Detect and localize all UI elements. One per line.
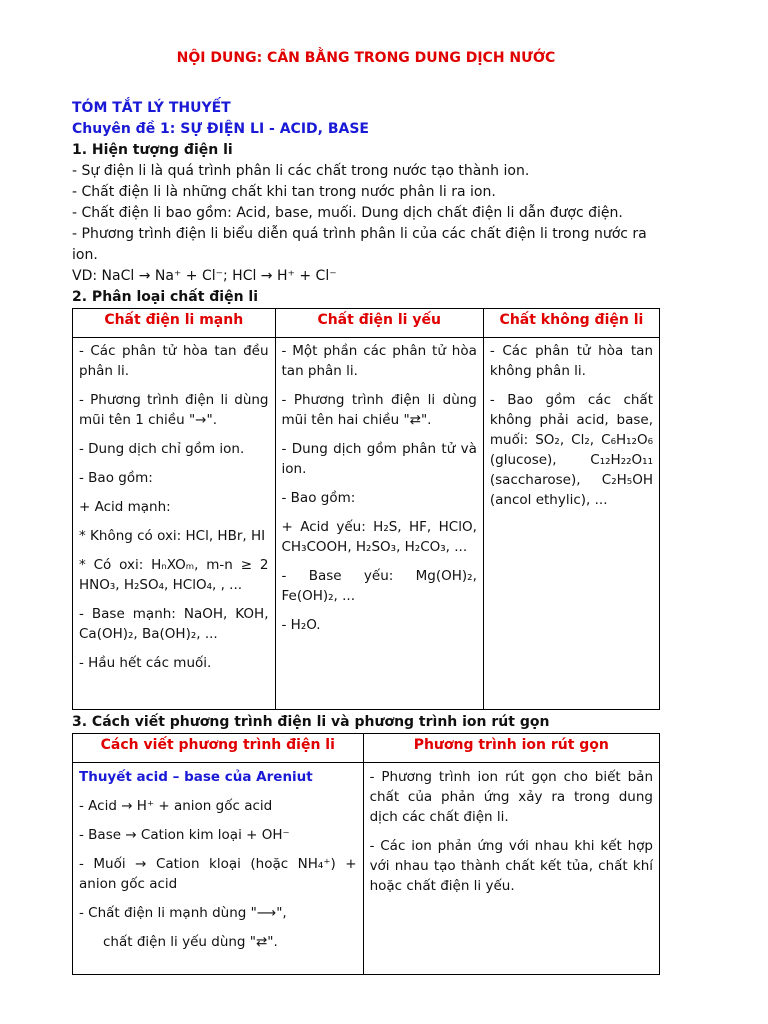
electrolyte-classification-table: [72, 308, 660, 710]
topic-heading: Chuyên đề 1: SỰ ĐIỆN LI - ACID, BASE: [72, 121, 369, 137]
col-header-reduced: Phương trình ion rút gọn: [363, 734, 659, 763]
cell-text: + Acid yếu: H₂S, HF, HClO, CH₃COOH, H₂SO₃, H₂CO₃, ...: [281, 519, 477, 555]
s1-line-2: - Chất điện li là những chất khi tan trong nước phân li ra ion.: [72, 184, 496, 200]
section-3-heading: 3. Cách viết phương trình điện li và phương trình ion rút gọn: [72, 714, 550, 730]
document-page: [72, 50, 660, 975]
cell-text: - Phương trình điện li dùng mũi tên hai chiều "⇄".: [281, 392, 477, 428]
writing-method-cell: [73, 763, 364, 975]
cell-text: - Acid → H⁺ + anion gốc acid: [79, 798, 273, 814]
cell-text: - Hầu hết các muối.: [79, 655, 212, 671]
col-header-weak: Chất điện li yếu: [275, 309, 483, 338]
cell-text: - Chất điện li mạnh dùng "⟶",: [79, 905, 287, 921]
summary-heading: TÓM TẮT LÝ THUYẾT: [72, 100, 231, 116]
cell-text: * Có oxi: HₙXOₘ, m-n ≥ 2 HNO₃, H₂SO₄, HClO₄, , ...: [79, 557, 269, 593]
s1-line-4: - Phương trình điện li biểu diễn quá trình phân li của các chất điện li trong nước ra ion.: [72, 226, 647, 263]
cell-text: chất điện li yếu dùng "⇄".: [103, 934, 278, 950]
cell-text: - Base → Cation kim loại + OH⁻: [79, 827, 290, 843]
section-1-heading: 1. Hiện tượng điện li: [72, 142, 233, 158]
reduced-equation-cell: [363, 763, 659, 975]
cell-text: - Dung dịch gồm phân tử và ion.: [281, 441, 477, 477]
s1-line-3: - Chất điện li bao gồm: Acid, base, muối. Dung dịch chất điện li dẫn được điện.: [72, 205, 623, 221]
cell-text: - Bao gồm:: [79, 470, 153, 486]
page-title: NỘI DUNG: CÂN BẰNG TRONG DUNG DỊCH NƯỚC: [176, 50, 556, 66]
col-header-writing: Cách viết phương trình điện li: [73, 734, 364, 763]
s1-example: VD: NaCl → Na⁺ + Cl⁻; HCl → H⁺ + Cl⁻: [72, 268, 337, 284]
cell-text: - H₂O.: [281, 617, 321, 633]
cell-text: - Các phân tử hòa tan không phân li.: [489, 343, 653, 379]
cell-text: * Không có oxi: HCl, HBr, HI: [79, 528, 266, 544]
cell-text: - Base yếu: Mg(OH)₂, Fe(OH)₂, ...: [281, 568, 477, 604]
cell-text: - Base mạnh: NaOH, KOH, Ca(OH)₂, Ba(OH)₂, ...: [79, 606, 269, 642]
non-electrolyte-cell: [483, 338, 659, 710]
cell-text: - Bao gồm:: [281, 490, 356, 506]
col-header-non: Chất không điện li: [483, 309, 659, 338]
s1-line-1: - Sự điện li là quá trình phân li các chất trong nước tạo thành ion.: [72, 163, 530, 179]
arrhenius-title: Thuyết acid – base của Areniut: [79, 769, 313, 785]
weak-electrolyte-cell: [275, 338, 483, 710]
cell-text: - Các ion phản ứng với nhau khi kết hợp với nhau tạo thành chất kết tủa, chất khí hoặc chất điện li yếu.: [369, 838, 653, 894]
section-2-heading: 2. Phân loại chất điện li: [72, 289, 259, 305]
cell-text: + Acid mạnh:: [79, 499, 171, 515]
ionic-equation-table: [72, 733, 660, 975]
cell-text: - Phương trình điện li dùng mũi tên 1 chiều "→".: [79, 392, 269, 428]
col-header-strong: Chất điện li mạnh: [73, 309, 276, 338]
cell-text: - Dung dịch chỉ gồm ion.: [79, 441, 245, 457]
cell-text: - Các phân tử hòa tan đều phân li.: [79, 343, 269, 379]
strong-electrolyte-cell: [73, 338, 276, 710]
cell-text: - Muối → Cation kloại (hoặc NH₄⁺) + anion gốc acid: [79, 856, 357, 892]
cell-text: - Một phần các phân tử hòa tan phân li.: [281, 343, 477, 379]
cell-text: - Bao gồm các chất không phải acid, base, muối: SO₂, Cl₂, C₆H₁₂O₆ (glucose), C₁₂H₂₂O₁₁ (saccharose), C₂H₅OH (ancol ethylic), ...: [489, 392, 653, 508]
cell-text: - Phương trình ion rút gọn cho biết bản chất của phản ứng xảy ra trong dung dịch các chất điện li.: [369, 769, 653, 825]
